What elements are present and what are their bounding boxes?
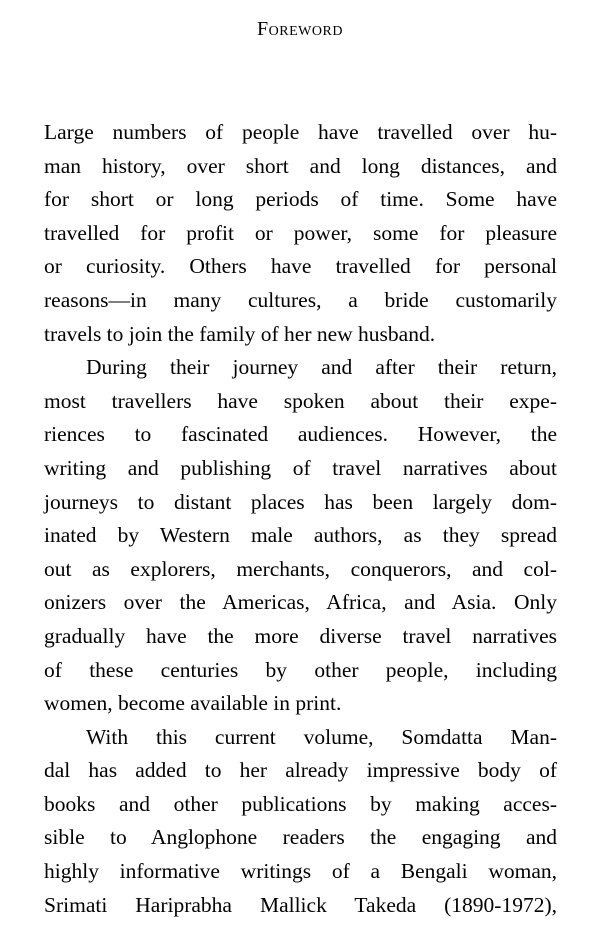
- text-line: riences to fascinated audiences. However, the: [44, 422, 557, 447]
- text-line: gradually have the more diverse travel narratives: [44, 623, 557, 648]
- text-line: journeys to distant places has been largely dom-: [44, 489, 557, 514]
- text-line: travelled for profit or power, some for pleasure: [44, 220, 557, 245]
- text-line: sible to Anglophone readers the engaging and: [44, 825, 557, 850]
- text-line: reasons—in many cultures, a bride customarily: [44, 287, 557, 312]
- text-line: Large numbers of people have travelled over hu-: [44, 120, 557, 144]
- text-line: inated by Western male authors, as they spread: [44, 523, 557, 548]
- text-line: With this current volume, Somdatta Man-: [86, 724, 557, 749]
- text-line: books and other publications by making acces-: [44, 791, 557, 816]
- body-text: [44, 116, 557, 922]
- text-line: man history, over short and long distances, and: [44, 153, 557, 178]
- text-line: of these centuries by other people, including: [44, 657, 557, 682]
- text-line: onizers over the Americas, Africa, and Asia. Only: [44, 590, 557, 615]
- text-line: During their journey and after their return,: [86, 355, 557, 380]
- page-heading: Foreword: [257, 18, 343, 40]
- text-line: out as explorers, merchants, conquerors, and col-: [44, 556, 557, 581]
- text-line: Srimati Hariprabha Mallick Takeda (1890-1972),: [44, 892, 557, 917]
- text-line: or curiosity. Others have travelled for personal: [44, 254, 557, 279]
- paragraph-1: [44, 116, 557, 351]
- paragraph-2: [44, 351, 557, 721]
- text-line: for short or long periods of time. Some have: [44, 187, 557, 212]
- text-line: women, become available in print.: [44, 691, 342, 716]
- text-line: writing and publishing of travel narratives about: [44, 455, 557, 480]
- text-line: dal has added to her already impressive body of: [44, 758, 557, 783]
- text-line: highly informative writings of a Bengali woman,: [44, 859, 557, 884]
- text-line: travels to join the family of her new husband.: [44, 321, 436, 346]
- paragraph-3: [44, 721, 557, 923]
- text-line: most travellers have spoken about their expe-: [44, 388, 557, 413]
